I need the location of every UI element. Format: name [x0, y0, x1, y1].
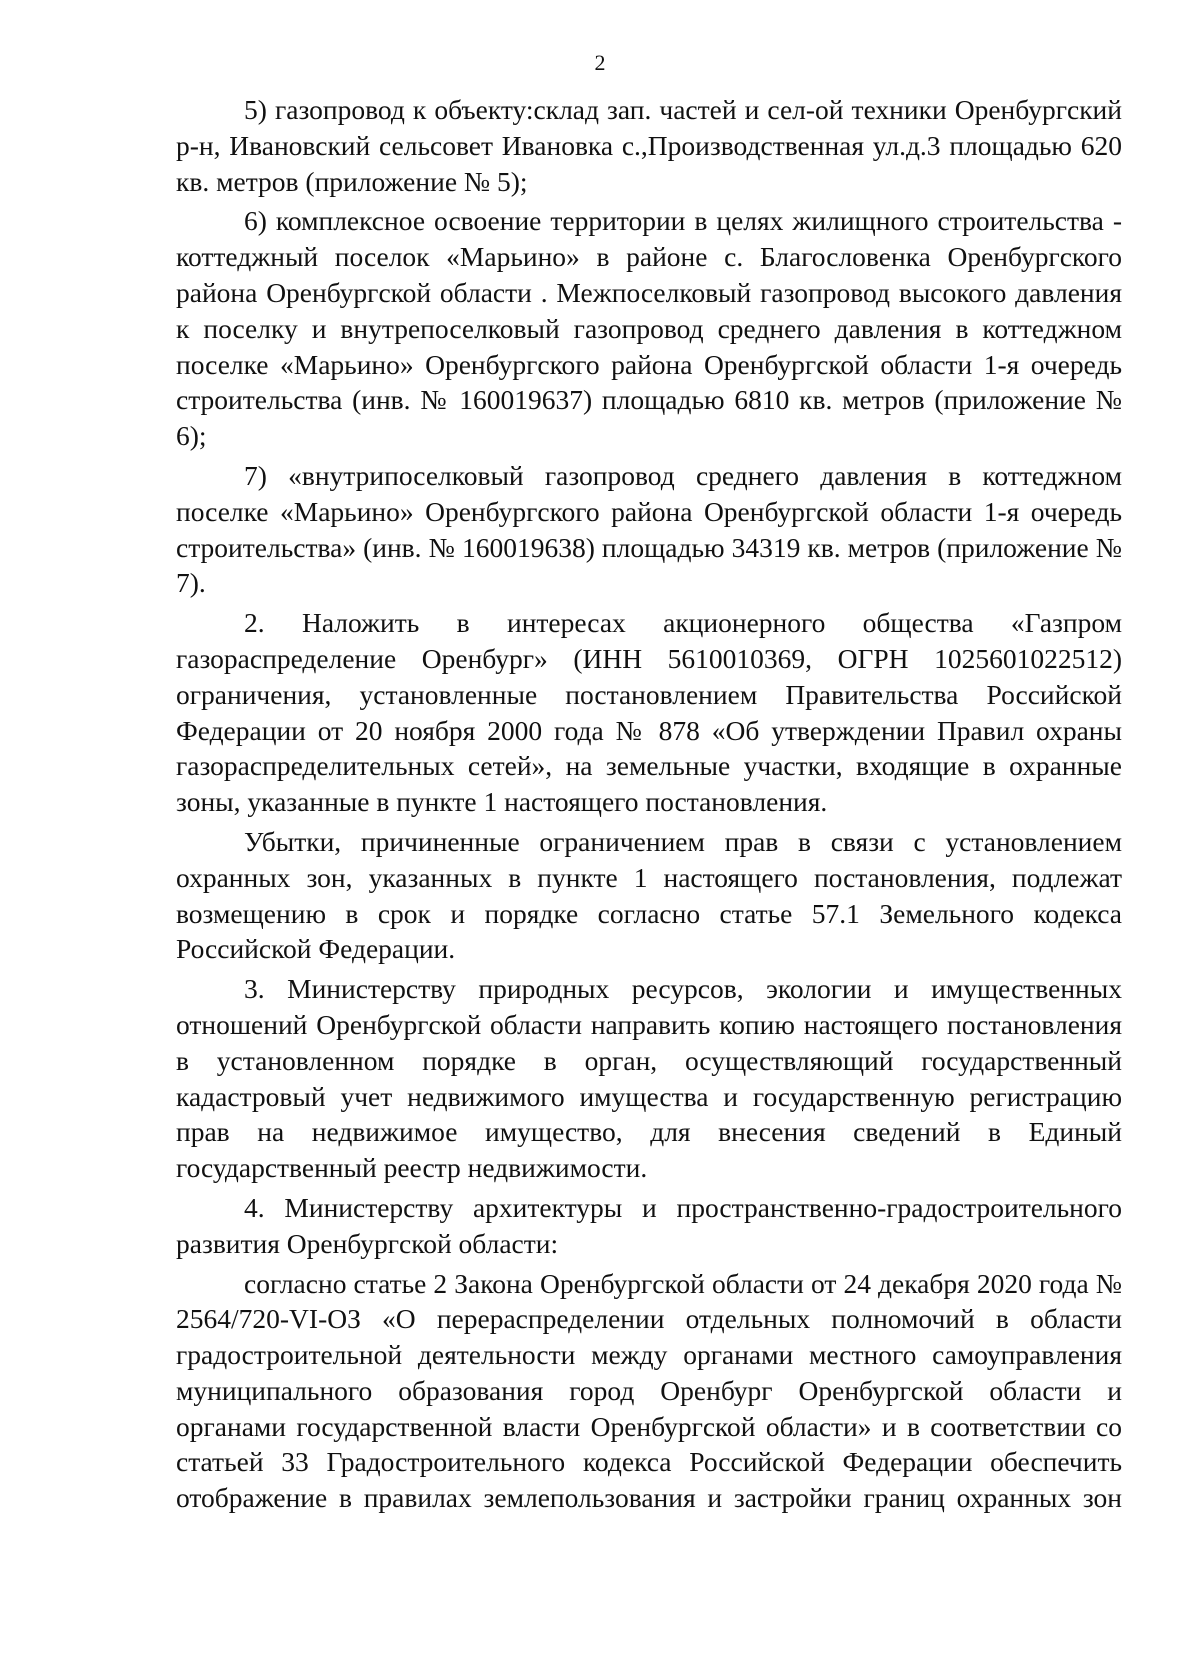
- paragraph-losses: Убытки, причиненные ограничением прав в связи с установлением охранных зон, указанных в пункте 1 настоящего постановления, подлежат возмещению в срок и порядке согласно статье 57.1 Земельного кодекса Российской Федерации.: [176, 825, 1122, 965]
- paragraph-item-5: 5) газопровод к объекту:склад зап. частей и сел-ой техники Оренбургский р-н, Ивановский сельсовет Ивановка с.,Производственная ул.д.3 площадью 620 кв. метров (приложение № 5);: [176, 94, 1122, 197]
- paragraph-section-4-body: согласно статье 2 Закона Оренбургской области от 24 декабря 2020 года № 2564/720-VI-ОЗ «О перераспределении отдельных полномочий в области градостроительной деятельности между органами местного самоуправления муниципального образования город Оренбург Оренбургской области и органами государственной власти Оренбургской области» и в соответствии со статьей 33 Градостроительного кодекса Российской Федерации обеспечить отображение в правилах землепользования и застройки границ охранных зон: [176, 1267, 1122, 1514]
- paragraph-section-2: 2. Наложить в интересах акционерного общества «Газпром газораспределение Оренбург» (ИНН 5610010369, ОГРН 1025601022512) ограничения, установленные постановлением Правительства Российской Федерации от 20 ноября 2000 года № 878 «Об утверждении Правил охраны газораспределительных сетей», на земельные участки, входящие в охранные зоны, указанные в пункте 1 настоящего постановления.: [176, 607, 1122, 818]
- document-body: [176, 92, 1122, 1520]
- paragraph-section-3: 3. Министерству природных ресурсов, экологии и имущественных отношений Оренбургской области направить копию настоящего постановления в установленном порядке в орган, осуществляющий государственный кадастровый учет недвижимого имущества и государственную регистрацию прав на недвижимое имущество, для внесения сведений в Единый государственный реестр недвижимости.: [176, 973, 1122, 1184]
- paragraph-item-7: 7) «внутрипоселковый газопровод среднего давления в коттеджном поселке «Марьино» Оренбургского района Оренбургской области 1-я очередь строительства» (инв. № 160019638) площадью 34319 кв. метров (приложение № 7).: [176, 459, 1122, 599]
- paragraph-section-4: 4. Министерству архитектуры и пространственно-градостроительного развития Оренбургской области:: [176, 1191, 1122, 1259]
- page-number: 2: [594, 50, 606, 75]
- paragraph-item-6: 6) комплексное освоение территории в целях жилищного строительства - коттеджный поселок «Марьино» в районе с. Благословенка Оренбургского района Оренбургской области . Межпоселковый газопровод высокого давления к поселку и внутрепоселковый газопровод среднего давления в коттеджном поселке «Марьино» Оренбургского района Оренбургской области 1-я очередь строительства (инв. № 160019637) площадью 6810 кв. метров (приложение № 6);: [176, 205, 1122, 452]
